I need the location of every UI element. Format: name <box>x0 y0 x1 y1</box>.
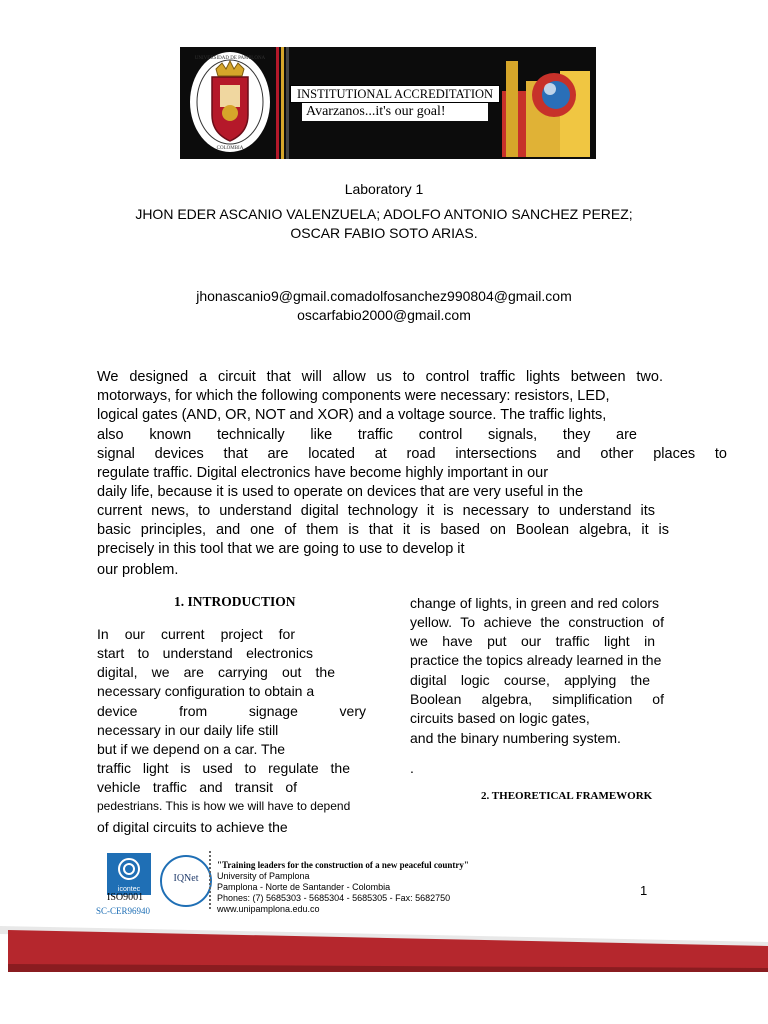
intro-cont-line: digital logic course, applying the <box>410 672 650 688</box>
intro-line: In our current project for <box>97 626 295 642</box>
authors-line-2: OSCAR FABIO SOTO ARIAS. <box>290 225 478 241</box>
abstract-line: regulate traffic. Digital electronics have become highly important in our <box>97 465 549 481</box>
stray-period: . <box>410 760 414 776</box>
footer-divider <box>209 851 211 909</box>
intro-cont-line: circuits based on logic gates, <box>410 710 590 726</box>
section-heading-theoretical-framework: 2. THEORETICAL FRAMEWORK <box>481 790 653 802</box>
intro-cont-line: Boolean algebra, simplification of <box>410 691 664 707</box>
intro-cont-line: yellow. To achieve the construction of <box>410 614 664 630</box>
page-number: 1 <box>640 883 648 898</box>
intro-line: of digital circuits to achieve the <box>97 819 288 835</box>
banner-slogan: Avarzanos...it's our goal! <box>302 103 488 121</box>
university-motto: "Training leaders for the construction of a new peaceful country" <box>217 860 469 870</box>
abstract-line: We designed a circuit that will allow us to control traffic lights between two. <box>97 369 663 385</box>
abstract-line: current news, to understand digital technology it is necessary to understand its <box>97 503 655 519</box>
intro-line: necessary in our daily life still <box>97 722 279 738</box>
iqnet-label: IQNet <box>173 873 199 884</box>
university-seal-icon <box>188 49 276 155</box>
paper-title: Laboratory 1 <box>344 181 424 197</box>
intro-line: digital, we are carrying out the <box>97 664 335 680</box>
intro-cont-line: practice the topics already learned in the <box>410 652 662 668</box>
iqnet-logo-icon <box>160 855 212 907</box>
university-name: University of Pamplona <box>217 871 310 881</box>
intro-line: traffic light is used to regulate the <box>97 760 350 776</box>
abstract-line: daily life, because it is used to operate on devices that are very useful in the <box>97 484 584 500</box>
university-phones: Phones: (7) 5685303 - 5685304 - 5685305 - Fax: 5682750 <box>217 893 451 903</box>
intro-cont-line: change of lights, in green and red colors <box>410 595 660 611</box>
abstract-line: logical gates (AND, OR, NOT and XOR) and a voltage source. The traffic lights, <box>97 407 607 423</box>
intro-cont-line: we have put our traffic light in <box>410 633 655 649</box>
intro-line: vehicle traffic and transit of <box>97 779 297 795</box>
accreditation-emblem-icon <box>496 51 592 157</box>
iso-label: ISO9001 <box>107 892 144 903</box>
abstract-line: our problem. <box>97 562 179 578</box>
intro-line: but if we depend on a car. The <box>97 741 286 757</box>
abstract-line: precisely in this tool that we are going to use to develop it <box>97 541 465 557</box>
svg-text:UNIVERSIDAD DE PAMPLONA: UNIVERSIDAD DE PAMPLONA <box>194 56 266 61</box>
header-banner <box>180 47 596 159</box>
author-emails-line-2[interactable]: oscarfabio2000@gmail.com <box>297 307 471 323</box>
footer-swoosh-band <box>0 912 768 982</box>
section-heading-introduction: 1. INTRODUCTION <box>174 594 296 609</box>
intro-line: start to understand electronics <box>97 645 313 661</box>
intro-cont-line: and the binary numbering system. <box>410 730 621 746</box>
university-address: Pamplona - Norte de Santander - Colombia <box>217 882 391 892</box>
author-emails-line-1[interactable]: jhonascanio9@gmail.comadolfosanchez990804@gmail.com <box>196 288 572 304</box>
intro-line: pedestrians. This is how we will have to depend <box>97 799 351 813</box>
icontec-label: icontec <box>117 886 141 893</box>
abstract-line: motorways, for which the following components were necessary: resistors, LED, <box>97 388 610 404</box>
intro-line: necessary configuration to obtain a <box>97 683 315 699</box>
university-website[interactable]: www.unipamplona.edu.co <box>217 904 320 914</box>
authors-line-1: JHON EDER ASCANIO VALENZUELA; ADOLFO ANTONIO SANCHEZ PEREZ; <box>135 206 633 222</box>
certificate-number: SC-CER96940 <box>96 906 151 916</box>
abstract-line: basic principles, and one of them is that it is based on Boolean algebra, it is <box>97 522 669 538</box>
intro-line: device from signage very <box>97 703 366 719</box>
svg-text:COLOMBIA: COLOMBIA <box>216 146 244 151</box>
accreditation-title: INSTITUTIONAL ACCREDITATION <box>290 85 500 103</box>
icontec-logo-icon <box>107 853 151 895</box>
abstract-line: signal devices that are located at road intersections and other places to <box>97 446 727 462</box>
abstract-line: also known technically like traffic control signals, they are <box>97 427 637 443</box>
